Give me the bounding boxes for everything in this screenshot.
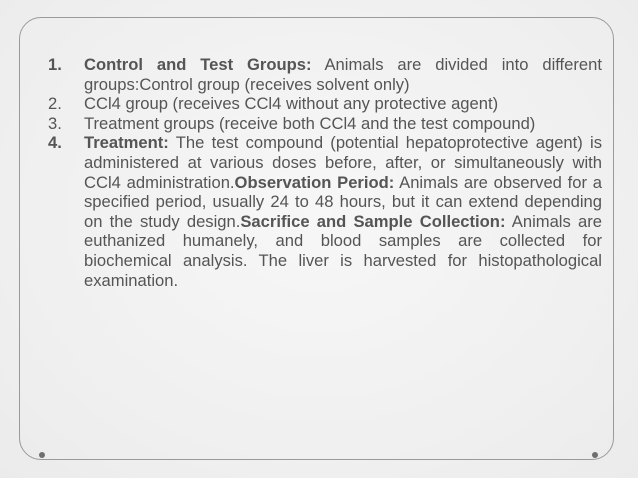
list-number: 4. [48, 133, 62, 153]
list-number: 3. [48, 113, 62, 133]
list-number: 1. [48, 55, 62, 74]
list-item-text [84, 94, 602, 114]
list-item [40, 55, 602, 94]
list-item-text [84, 133, 602, 290]
item-heading-sacrifice: Sacrifice and Sample Collection: [240, 211, 506, 231]
list-item-text [84, 114, 602, 134]
numbered-list [40, 55, 602, 290]
item-heading-observation: Observation Period: [234, 172, 395, 192]
item-body: The test compound (potential hepatoprotective agent) is administered at various doses before, after, or simultaneously with CCl4 administration. [84, 133, 602, 192]
list-number: 2. [48, 94, 62, 114]
list-item [40, 114, 602, 134]
item-heading: Treatment: [84, 133, 169, 153]
item-body-observation: Animals are observed for a specified period, usually 24 to 48 hours, but it can extend depending on the study design. [84, 172, 602, 231]
item-heading: Control and Test Groups: [84, 55, 312, 74]
decorative-dot-right [592, 452, 598, 458]
item-body-sacrifice: Animals are euthanized humanely, and blood samples are collected for biochemical analysis. The liver is harvested for histopathological examination. [84, 211, 602, 290]
decorative-dot-left [39, 452, 45, 458]
item-body: Treatment groups (receive both CCl4 and the test compound) [84, 113, 536, 133]
list-item [40, 94, 602, 114]
list-item [40, 133, 602, 290]
item-body: Animals are divided into different groups:Control group (receives solvent only) [84, 55, 602, 94]
list-item-text [84, 55, 602, 94]
item-body: CCl4 group (receives CCl4 without any protective agent) [84, 94, 499, 114]
